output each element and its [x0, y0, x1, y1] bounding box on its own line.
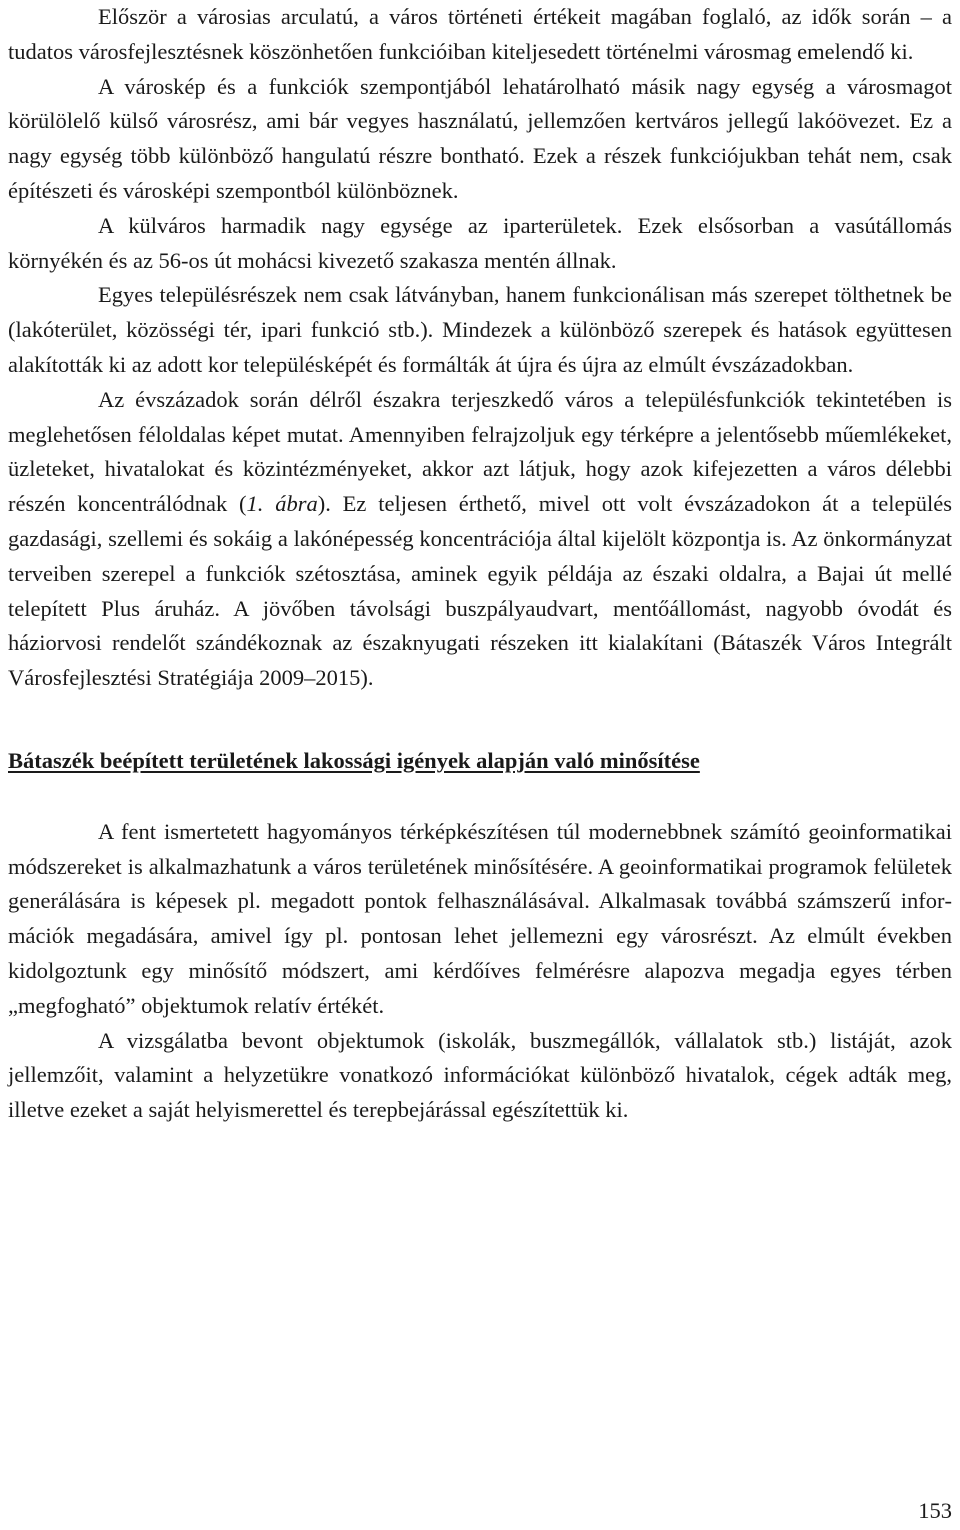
spacer — [8, 696, 952, 744]
paragraph-text-before-ref: Az évszázadok során délről északra terjeszkedő város a településfunkciók tekintetében is meglehetősen féloldalas képet mutat. Amennyiben felrajzoljuk egy térképre a jelentősebb műemlékeket, üzleteket, hivatalokat és közintézményeket, akkor azt látjuk, hogy azok kifejezetten a város délebbi részén koncentrálódnak ( — [8, 386, 952, 517]
body-paragraph: Egyes településrészek nem csak látványban, hanem funkcionálisan más szerepet tölthetnek be (lakóterület, közösségi tér, ipari funkció stb.). Mindezek a különböző szerepek és hatások együttesen alakították ki az adott kor településképét és formálták át újra és újra az elmúlt évszázadokban. — [8, 282, 952, 377]
section-heading: Bátaszék beépített területének lakossági igények alapján való minősítése — [8, 747, 700, 773]
figure-reference: 1. ábra — [246, 491, 318, 517]
paragraph-text-after-ref: ). Ez teljesen érthető, mivel ott volt évszázadokon át a település gazdasági, szellemi és sokáig a lakónépesség koncentrációja által kijelölt központja is. Az önkormányzat terveiben szerepel a funkciók szétosztása, aminek egyik példája az északi oldalra, a Bajai út mellé telepített Plus áruház. A jövőben távolsági buszpályaudvart, mentőállomást, nagyobb óvodát és háziorvosi rendelőt szándékoznak az északnyugati részeken itt kialakítani (Bátaszék Város Integrált Városfejlesztési Stratégiája 2009–2015). — [8, 491, 952, 691]
body-paragraph: A fent ismertetett hagyományos térképkészítésen túl modernebbnek számító geoinformatikai módszereket is alkalmazhatunk a város területének minősítésére. A geoinformatikai programok felületek generálására is képesek pl. megadott pontok felhasználásával. Alkalmasak továbbá számszerű információk megadására, amivel így pl. pontosan lehet jellemezni egy városrészt. Az elmúlt években kidolgoztunk egy minősítő módszert, ami kérdőíves felmérésre alapozva megadja egyes térben „megfogható” objektumok relatív értékét. — [8, 818, 952, 1018]
page-body — [8, 0, 952, 1128]
body-paragraph: Először a városias arculatú, a város történeti értékeit magában foglaló, az idők során – a tudatos városfejlesztésnek köszönhetően funkcióiban kiteljesedett történelmi városmag emelendő ki. — [8, 4, 952, 64]
page-number: 153 — [918, 1498, 952, 1523]
body-paragraph-with-figure-ref — [8, 383, 952, 696]
spacer — [8, 779, 952, 815]
body-paragraph: A vizsgálatba bevont objektumok (iskolák, buszmegállók, vállalatok stb.) listáját, azok jellemzőit, valamint a helyzetükre vonatkozó információkat különböző hivatalok, cégek adták meg, illetve ezeket a saját helyismerettel és terepbejárással egészítettük ki. — [8, 1027, 952, 1123]
body-paragraph: A külváros harmadik nagy egysége az iparterületek. Ezek elsősorban a vasútállomás környékén és az 56-os út mohácsi kivezető szakasza mentén állnak. — [8, 212, 952, 273]
body-paragraph: A városkép és a funkciók szempontjából lehatárolható másik nagy egység a városmagot körülölelő külső városrész, ami bár vegyes használatú, jellemzően kertváros jellegű lakóövezet. Ez a nagy egység több különböző hangulatú részre bontható. Ezek a részek funkciójukban tehát nem, csak építészeti és városképi szempontból különböznek. — [8, 73, 952, 203]
